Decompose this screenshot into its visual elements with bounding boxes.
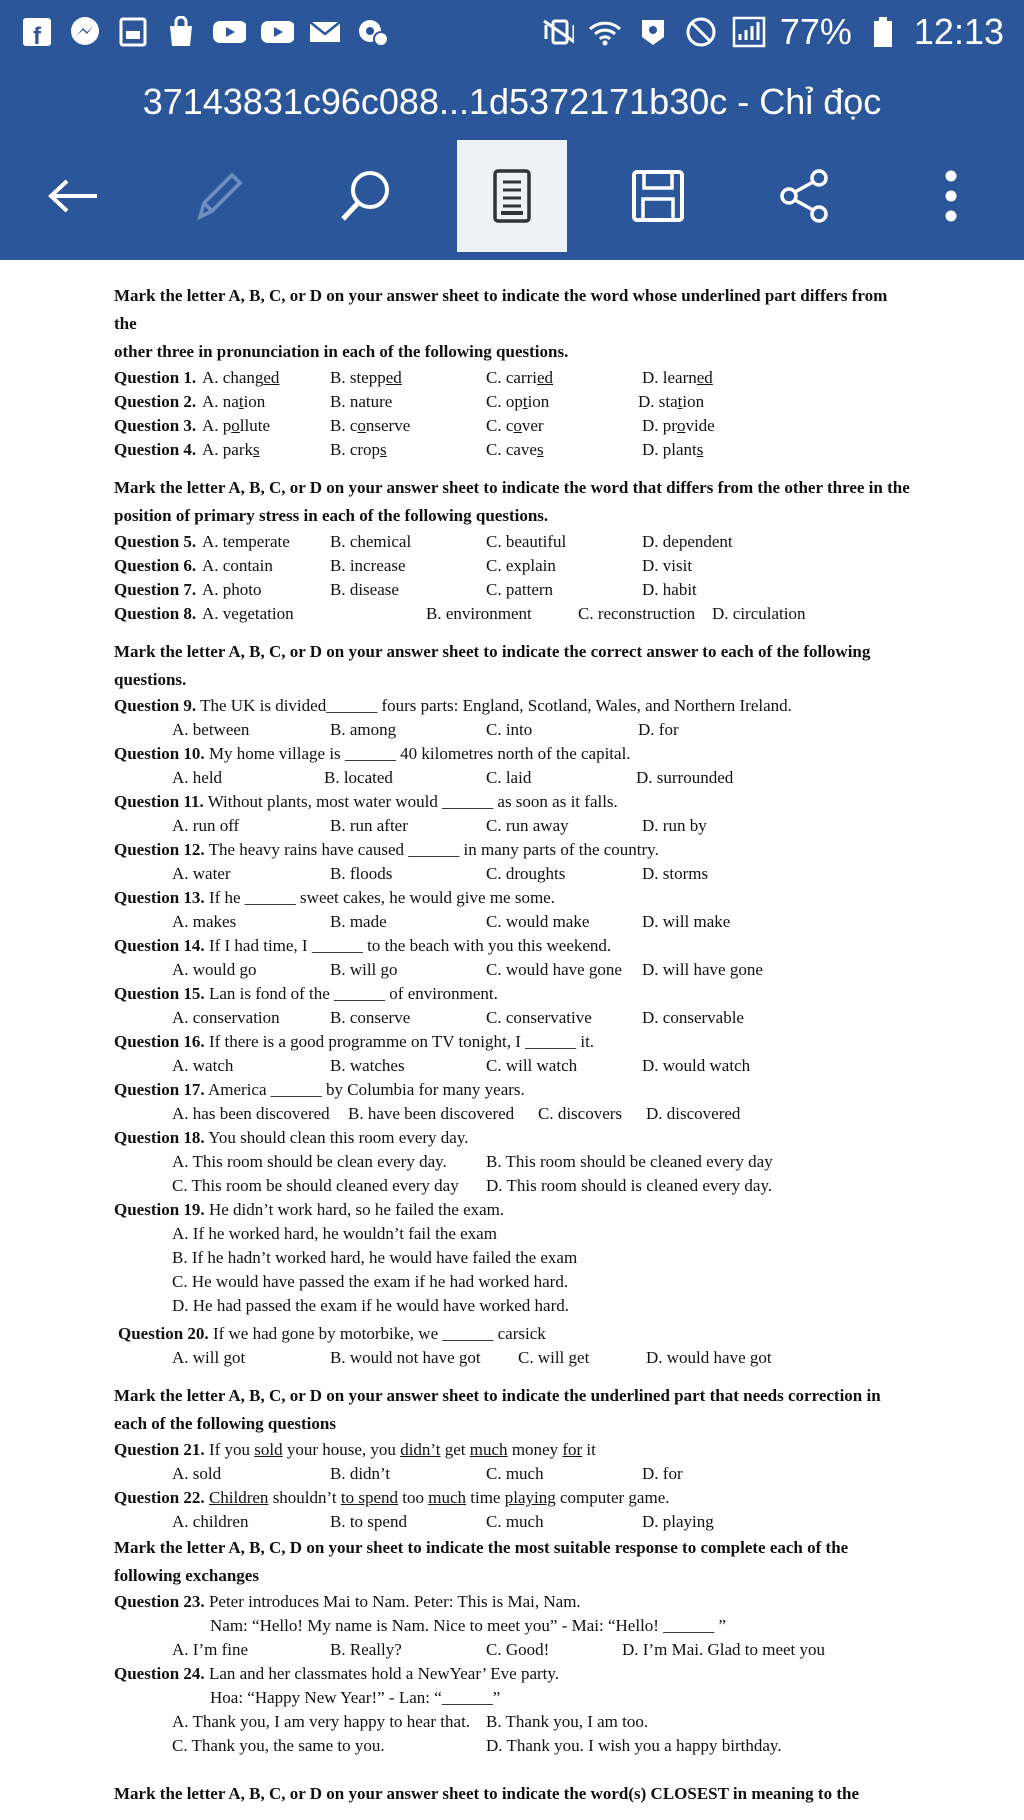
share-button[interactable] bbox=[750, 140, 860, 252]
question-4: Question 4. A. parks B. crops C. caves D. plants bbox=[114, 440, 704, 459]
svg-text:f: f bbox=[33, 23, 41, 47]
question-9: Question 9. The UK is divided______ fours parts: England, Scotland, Wales, and Northern Ireland. A. between B. among C. into D. for bbox=[114, 696, 792, 739]
more-menu-icon bbox=[941, 168, 961, 224]
back-button[interactable] bbox=[18, 140, 128, 252]
section-heading: other three in pronunciation in each of the following questions. bbox=[114, 342, 569, 361]
read-mode-icon bbox=[492, 168, 532, 224]
section-heading: following exchanges bbox=[114, 1566, 259, 1585]
youtube-icon bbox=[212, 15, 246, 49]
document-title: 37143831c96c088...1d5372171b30c - Chỉ đọc bbox=[142, 81, 882, 122]
question-10: Question 10. My home village is ______ 40 kilometres north of the capital. A. held B. located C. laid D. surrounded bbox=[114, 744, 734, 787]
section-heading: Mark the letter A, B, C, or D on your answer sheet to indicate the word(s) CLOSEST in meaning to the bbox=[114, 1784, 860, 1803]
shop-bag-icon bbox=[164, 15, 198, 49]
more-menu-button[interactable] bbox=[896, 140, 1006, 252]
search-button[interactable] bbox=[311, 140, 421, 252]
share-icon bbox=[777, 168, 833, 224]
youtube-icon bbox=[260, 15, 294, 49]
question-3: Question 3. A. pollute B. conserve C. cover D. provide bbox=[114, 416, 715, 435]
battery-percent: 77% bbox=[779, 11, 852, 52]
read-mode-button[interactable] bbox=[457, 140, 567, 252]
status-right-icons bbox=[540, 11, 1004, 53]
section-heading: position of primary stress in each of the following questions. bbox=[114, 506, 549, 525]
section-heading: questions. bbox=[114, 670, 187, 689]
question-21: Question 21. If you sold your house, you didn’t get much money for it A. sold B. didn’t C. much D. for bbox=[114, 1440, 683, 1483]
mute-vibrate-icon bbox=[540, 15, 574, 49]
section-heading: Mark the letter A, B, C, or D on your answer sheet to indicate the underlined part that needs correction in bbox=[114, 1386, 881, 1405]
wifi-icon bbox=[588, 15, 622, 49]
mail-icon bbox=[308, 15, 342, 49]
question-11: Question 11. Without plants, most water would ______ as soon as it falls. A. run off B. run after C. run away D. run by bbox=[114, 792, 707, 835]
question-22: Question 22. Children shouldn’t to spend too much time playing computer game. A. children B. to spend C. much D. playing bbox=[114, 1488, 714, 1531]
block-icon bbox=[684, 15, 718, 49]
section-heading: Mark the letter A, B, C, or D on your answer sheet to indicate the correct answer to each of the following bbox=[114, 642, 871, 661]
battery-icon bbox=[866, 15, 900, 49]
question-17: Question 17. America ______ by Columbia for many years. A. has been discovered B. have been discovered C. discovers D. discovered bbox=[114, 1080, 741, 1123]
edit-button[interactable] bbox=[164, 140, 274, 252]
document-page bbox=[0, 260, 1024, 1808]
status-bar bbox=[0, 0, 1024, 64]
section-heading: Mark the letter A, B, C, or D on your answer sheet to indicate the word that differs from the other three in the bbox=[114, 478, 910, 497]
toolbar bbox=[0, 140, 1024, 260]
section-heading: Mark the letter A, B, C, or D on your answer sheet to indicate the word whose underlined part differs from the bbox=[114, 286, 888, 333]
question-15: Question 15. Lan is fond of the ______ of environment. A. conservation B. conserve C. conservative D. conservable bbox=[114, 984, 744, 1027]
question-18: Question 18. You should clean this room every day. A. This room should be clean every day. B. This room should be cleaned every day C. This room be should cleaned every day D. This room should is cleaned every day. bbox=[114, 1128, 773, 1195]
question-12: Question 12. The heavy rains have caused ______ in many parts of the country. A. water B. floods C. droughts D. storms bbox=[114, 840, 709, 883]
shield-icon bbox=[636, 15, 670, 49]
question-6: Question 6. A. contain B. increase C. explain D. visit bbox=[114, 556, 693, 575]
question-20: Question 20. If we had gone by motorbike, we ______ carsick A. will got B. would not have got C. will get D. would have got bbox=[118, 1324, 772, 1367]
title-bar bbox=[0, 64, 1024, 140]
question-5: Question 5. A. temperate B. chemical C. beautiful D. dependent bbox=[114, 532, 733, 551]
status-left-icons bbox=[20, 15, 390, 49]
question-23: Question 23. Peter introduces Mai to Nam. Peter: This is Mai, Nam. Nam: “Hello! My name is Nam. Nice to meet you” - Mai: “Hello! ______ ” A. I’m fine B. Really? C. Good! D. I’m Mai. Glad to meet you bbox=[114, 1592, 826, 1659]
section-heading: each of the following questions bbox=[114, 1414, 336, 1433]
question-16: Question 16. If there is a good programme on TV tonight, I ______ it. A. watch B. watches C. will watch D. would watch bbox=[114, 1032, 751, 1075]
edit-pencil-icon bbox=[192, 169, 246, 223]
facebook-icon bbox=[20, 15, 54, 49]
clock: 12:13 bbox=[913, 11, 1004, 52]
gallery-icon bbox=[116, 15, 150, 49]
question-8: Question 8. A. vegetation B. environment C. reconstruction D. circulation bbox=[114, 604, 806, 623]
save-icon bbox=[631, 169, 685, 223]
question-14: Question 14. If I had time, I ______ to the beach with you this weekend. A. would go B. will go C. would have gone D. will have gone bbox=[114, 936, 763, 979]
search-icon bbox=[338, 168, 394, 224]
section-heading: Mark the letter A, B, C, D on your sheet to indicate the most suitable response to complete each of the bbox=[114, 1538, 849, 1557]
question-7: Question 7. A. photo B. disease C. pattern D. habit bbox=[114, 580, 697, 599]
save-button[interactable] bbox=[603, 140, 713, 252]
question-2: Question 2. A. nation B. nature C. option D. station bbox=[114, 392, 705, 411]
settings-notify-icon bbox=[356, 15, 390, 49]
messenger-icon bbox=[68, 15, 102, 49]
question-1: Question 1. A. changed B. stepped C. carried D. learned bbox=[114, 368, 713, 387]
question-13: Question 13. If he ______ sweet cakes, he would give me some. A. makes B. made C. would make D. will make bbox=[114, 888, 731, 931]
question-19: Question 19. He didn’t work hard, so he failed the exam. A. If he worked hard, he wouldn’t fail the exam B. If he hadn’t worked hard, he would have failed the exam C. He would have passed the exam if he had worked hard. D. He had passed the exam if he would have worked hard. bbox=[114, 1200, 578, 1315]
back-arrow-icon bbox=[45, 176, 101, 216]
signal-icon bbox=[732, 15, 766, 49]
question-24: Question 24. Lan and her classmates hold a NewYear’ Eve party. Hoa: “Happy New Year!” - Lan: “______” A. Thank you, I am very happy to hear that. B. Thank you, I am too. C. Thank you, the same to you. D. Thank you. I wish you a happy birthday. bbox=[114, 1664, 782, 1755]
